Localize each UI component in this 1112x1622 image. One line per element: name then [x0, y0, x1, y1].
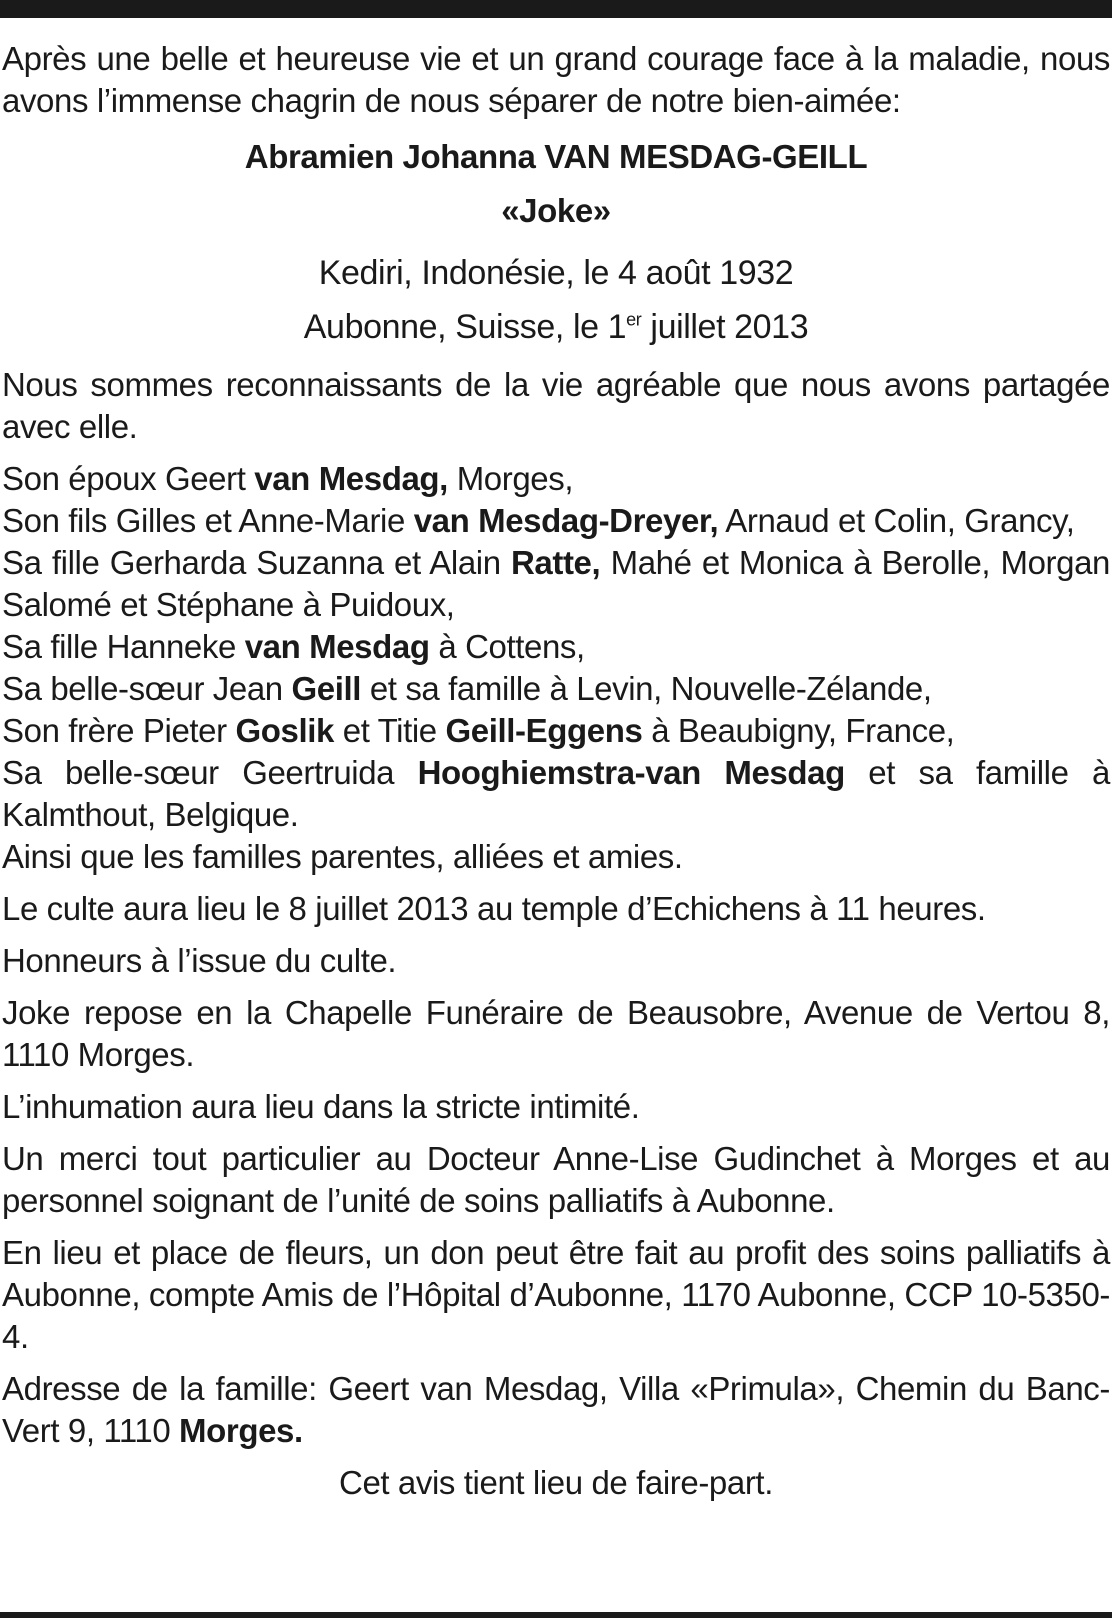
- honours-text: Honneurs à l’issue du culte.: [2, 942, 397, 979]
- obituary-notice: [2, 38, 1110, 1504]
- family-address: Adresse de la famille: Geert van Mesdag, Villa «Primula», Chemin du Banc-Vert 9, 1110 Morges.: [2, 1370, 1110, 1449]
- birth-line: Kediri, Indonésie, le 4 août 1932: [318, 254, 794, 292]
- family-line: Sa fille Hanneke van Mesdag à Cottens,: [2, 628, 585, 665]
- nickname: «Joke»: [501, 192, 611, 229]
- thanks-text: Un merci tout particulier au Docteur Anne-Lise Gudinchet à Morges et au personnel soignant de l’unité de soins palliatifs à Aubonne.: [2, 1140, 1110, 1219]
- family-line: Sa fille Gerharda Suzanna et Alain Ratte, Mahé et Monica à Berolle, Morgan Salomé et Stéphane à Puidoux,: [2, 544, 1110, 623]
- closing-text: Cet avis tient lieu de faire-part.: [339, 1464, 773, 1501]
- chapel-text: Joke repose en la Chapelle Funéraire de Beausobre, Avenue de Vertou 8, 1110 Morges.: [2, 994, 1110, 1073]
- deceased-name: Abramien Johanna VAN MESDAG-GEILL: [244, 138, 868, 175]
- dates-block: [2, 246, 1110, 354]
- family-line: Sa belle-sœur Geertruida Hooghiemstra-van Mesdag et sa famille à Kalmthout, Belgique.: [2, 754, 1110, 833]
- ceremony-text: Le culte aura lieu le 8 juillet 2013 au temple d’Echichens à 11 heures.: [2, 890, 986, 927]
- top-rule: [0, 0, 1112, 18]
- donation-text: En lieu et place de fleurs, un don peut être fait au profit des soins palliatifs à Aubonne, compte Amis de l’Hôpital d’Aubonne, 1170 Aubonne, CCP 10-5350-4.: [2, 1234, 1110, 1355]
- gratitude-text: Nous sommes reconnaissants de la vie agréable que nous avons partagée avec elle.: [2, 366, 1110, 445]
- family-line: Ainsi que les familles parentes, alliées et amies.: [2, 838, 683, 875]
- family-line: Son époux Geert van Mesdag, Morges,: [2, 460, 574, 497]
- family-line: Son frère Pieter Goslik et Titie Geill-Eggens à Beaubigny, France,: [2, 712, 955, 749]
- family-line: Son fils Gilles et Anne-Marie van Mesdag-Dreyer, Arnaud et Colin, Grancy,: [2, 502, 1075, 539]
- burial-text: L’inhumation aura lieu dans la stricte intimité.: [2, 1088, 640, 1125]
- bottom-rule: [0, 1612, 1112, 1618]
- family-list: [2, 458, 1110, 878]
- death-line: Aubonne, Suisse, le 1er juillet 2013: [303, 308, 809, 346]
- family-line: Sa belle-sœur Jean Geill et sa famille à Levin, Nouvelle-Zélande,: [2, 670, 932, 707]
- intro-text: Après une belle et heureuse vie et un grand courage face à la maladie, nous avons l’immense chagrin de nous séparer de notre bien-aimée:: [2, 40, 1110, 119]
